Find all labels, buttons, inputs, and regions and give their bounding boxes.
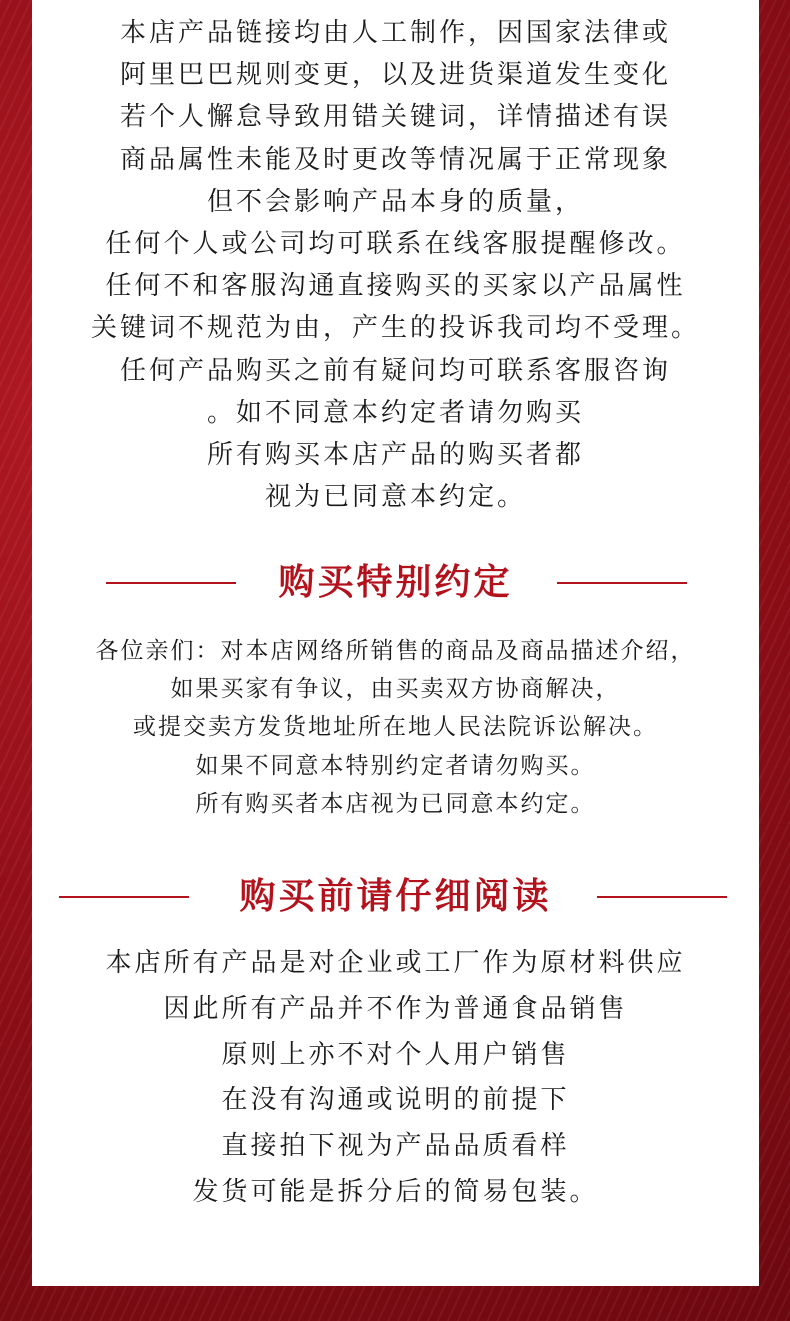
read-line: 因此所有产品并不作为普通食品销售 [163,993,628,1024]
heading-divider-right [597,896,727,898]
notice-line: 关键词不规范为由，产生的投诉我司均不受理。 [90,313,700,344]
read-before-buy-heading [32,872,759,922]
notice-text-block [32,12,759,518]
notice-line: 商品属性未能及时更改等情况属于正常现象 [119,144,671,175]
agreement-line: 如果买家有争议，由买卖双方协商解决， [170,676,621,703]
read-line: 原则上亦不对个人用户销售 [221,1039,570,1070]
notice-line: 任何不和客服沟通直接购买的买家以产品属性 [105,271,686,302]
special-agreement-text-block [32,632,759,823]
read-line: 在没有沟通或说明的前提下 [221,1085,570,1116]
notice-line: 所有购买本店产品的购买者都 [206,440,584,471]
notice-line: 阿里巴巴规则变更，以及进货渠道发生变化 [119,60,671,91]
notice-line: 本店产品链接均由人工制作，因国家法律或 [119,18,671,48]
notice-line: 任何个人或公司均可联系在线客服提醒修改。 [105,229,686,260]
read-before-buy-text-block [32,941,759,1216]
special-agreement-heading [32,558,759,608]
special-agreement-title: 购买特别约定 [278,562,513,603]
notice-panel [32,0,759,1286]
read-line: 本店所有产品是对企业或工厂作为原材料供应 [105,948,686,978]
agreement-line: 或提交卖方发货地址所在地人民法院诉讼解决。 [133,714,658,741]
read-line: 发货可能是拆分后的简易包装。 [192,1176,599,1207]
notice-line: 但不会影响产品本身的质量， [206,186,584,217]
heading-divider-right [557,582,687,584]
agreement-line: 各位亲们：对本店网络所销售的商品及商品描述介绍， [95,638,696,664]
read-before-buy-title: 购买前请仔细阅读 [239,876,552,917]
notice-line: 任何产品购买之前有疑问均可联系客服咨询 [119,355,671,386]
notice-line: 。如不同意本约定者请勿购买 [206,397,584,428]
read-line: 直接拍下视为产品品质看样 [221,1131,570,1162]
agreement-line: 所有购买者本店视为已同意本约定。 [195,790,596,817]
notice-line: 若个人懈怠导致用错关键词，详情描述有误 [119,102,671,133]
notice-line: 视为已同意本约定。 [264,482,526,513]
agreement-line: 如果不同意本特别约定者请勿购买。 [195,752,596,779]
